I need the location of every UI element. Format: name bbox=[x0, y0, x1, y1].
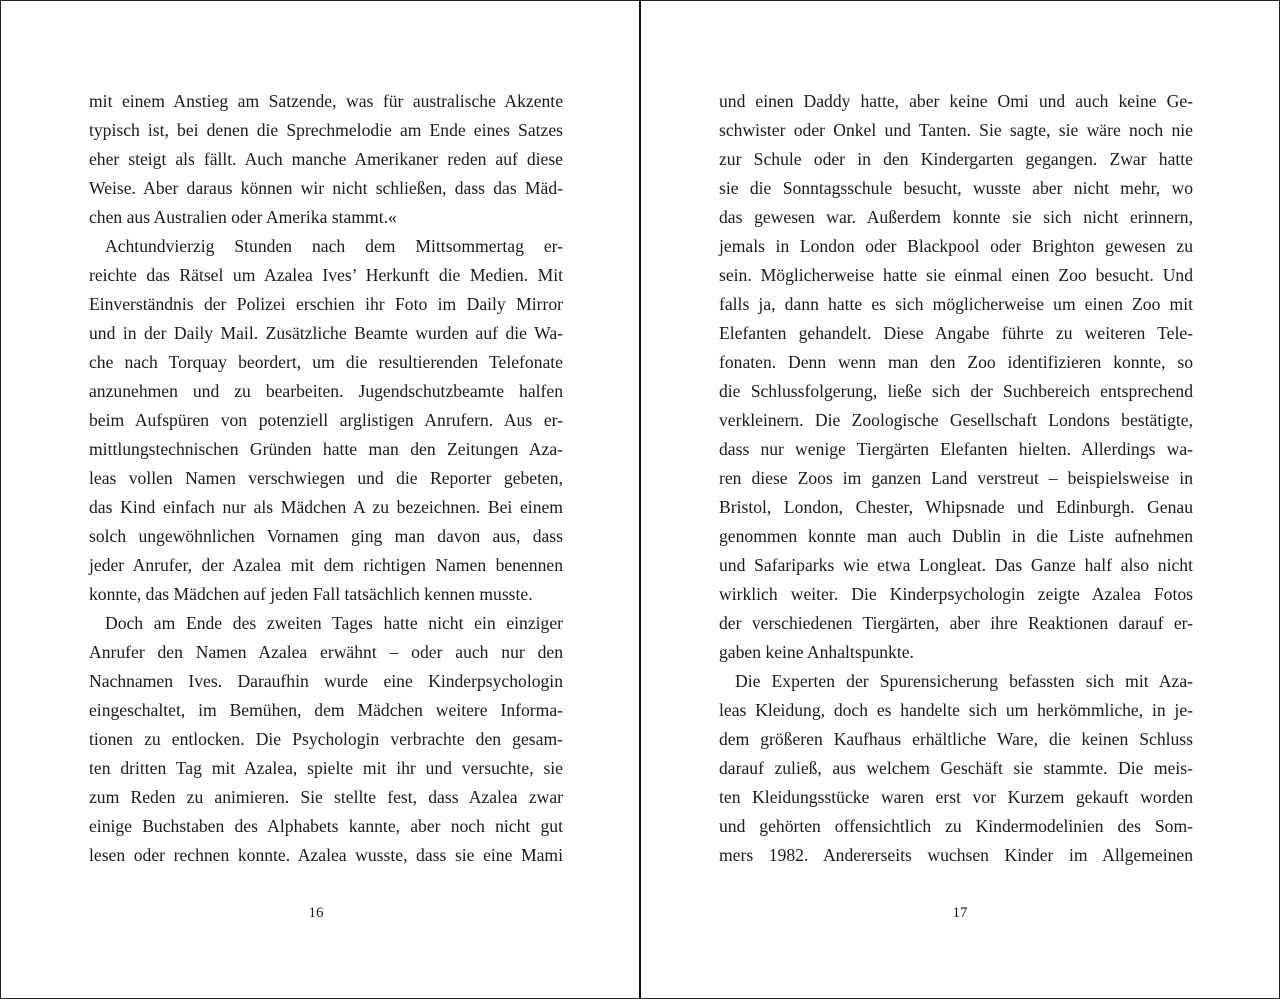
text-line: reichte das Rätsel um Azalea Ives’ Herkunft die Medien. Mit bbox=[89, 265, 563, 285]
left-page-text bbox=[89, 87, 563, 870]
text-line: schwister oder Onkel und Tanten. Sie sagte, sie wäre noch nie bbox=[719, 120, 1193, 140]
text-line: ren diese Zoos im ganzen Land verstreut – beispielsweise in bbox=[719, 468, 1193, 488]
text-line: beim Aufspüren von potenziell arglistigen Anrufern. Aus er- bbox=[89, 410, 563, 430]
right-page-text bbox=[719, 87, 1193, 870]
text-line: falls ja, dann hatte es sich möglicherweise um einen Zoo mit bbox=[719, 294, 1193, 314]
text-line: dem größeren Kaufhaus erhältliche Ware, die keinen Schluss bbox=[719, 729, 1193, 749]
text-line: zum Reden zu animieren. Sie stellte fest, dass Azalea zwar bbox=[89, 787, 563, 807]
text-line: Einverständnis der Polizei erschien ihr Foto im Daily Mirror bbox=[89, 294, 563, 314]
text-line: che nach Torquay beordert, um die resultierenden Telefonate bbox=[89, 352, 563, 372]
page-number: 16 bbox=[308, 905, 324, 921]
text-line: sie die Sonntagsschule besucht, wusste aber nicht mehr, wo bbox=[719, 178, 1193, 198]
text-line: Achtundvierzig Stunden nach dem Mittsommertag er- bbox=[105, 236, 563, 256]
text-line: Anrufer den Namen Azalea erwähnt – oder auch nur den bbox=[89, 642, 563, 662]
text-line: anzunehmen und zu bearbeiten. Jugendschutzbeamte halfen bbox=[89, 381, 563, 401]
text-line: eher steigt als fällt. Auch manche Amerikaner reden auf diese bbox=[89, 149, 563, 169]
text-line: einige Buchstaben des Alphabets kannte, aber noch nicht gut bbox=[89, 816, 563, 836]
right-page bbox=[641, 1, 1279, 998]
text-line: wirklich weiter. Die Kinderpsychologin zeigte Azalea Fotos bbox=[719, 584, 1193, 604]
text-line: dass nur wenige Tiergärten Elefanten hielten. Allerdings wa- bbox=[719, 439, 1193, 459]
text-line: Nachnamen Ives. Daraufhin wurde eine Kinderpsychologin bbox=[89, 671, 563, 691]
text-line: sein. Möglicherweise hatte sie einmal einen Zoo besucht. Und bbox=[719, 265, 1193, 285]
text-line: Weise. Aber daraus können wir nicht schließen, dass das Mäd- bbox=[89, 178, 563, 198]
text-line: Elefanten gehandelt. Diese Angabe führte zu weiteren Tele- bbox=[719, 323, 1193, 343]
text-line: darauf zuließ, aus welchem Geschäft sie stammte. Die meis- bbox=[719, 758, 1193, 778]
text-line: gaben keine Anhaltspunkte. bbox=[719, 642, 914, 662]
text-line: chen aus Australien oder Amerika stammt.« bbox=[89, 207, 397, 227]
page-number: 17 bbox=[952, 905, 968, 921]
text-line: und gehörten offensichtlich zu Kindermodelinien des Som- bbox=[719, 816, 1193, 836]
text-line: Doch am Ende des zweiten Tages hatte nicht ein einziger bbox=[105, 613, 563, 633]
text-line: zur Schule oder in den Kindergarten gegangen. Zwar hatte bbox=[719, 149, 1193, 169]
text-line: tionen zu entlocken. Die Psychologin verbrachte den gesam- bbox=[89, 729, 563, 749]
text-line: verkleinern. Die Zoologische Gesellschaft Londons bestätigte, bbox=[719, 410, 1193, 430]
text-line: der verschiedenen Tiergärten, aber ihre Reaktionen darauf er- bbox=[719, 613, 1193, 633]
text-line: eingeschaltet, im Bemühen, dem Mädchen weitere Informa- bbox=[89, 700, 563, 720]
text-line: die Schlussfolgerung, ließe sich der Suchbereich entsprechend bbox=[719, 381, 1193, 401]
text-line: konnte, das Mädchen auf jeden Fall tatsächlich kennen musste. bbox=[89, 584, 533, 604]
text-line: ten Kleidungsstücke waren erst vor Kurzem gekauft worden bbox=[719, 787, 1193, 807]
text-line: typisch ist, bei denen die Sprechmelodie am Ende eines Satzes bbox=[89, 120, 563, 140]
text-line: mit einem Anstieg am Satzende, was für australische Akzente bbox=[89, 91, 563, 111]
text-line: das gewesen war. Außerdem konnte sie sich nicht erinnern, bbox=[719, 207, 1193, 227]
text-line: solch ungewöhnlichen Vornamen ging man davon aus, dass bbox=[89, 526, 563, 546]
text-line: Bristol, London, Chester, Whipsnade und Edinburgh. Genau bbox=[719, 497, 1193, 517]
text-line: leas Kleidung, doch es handelte sich um herkömmliche, in je- bbox=[719, 700, 1193, 720]
text-line: und einen Daddy hatte, aber keine Omi und auch keine Ge- bbox=[719, 91, 1193, 111]
text-line: jeder Anrufer, der Azalea mit dem richtigen Namen benennen bbox=[89, 555, 563, 575]
text-line: fonaten. Denn wenn man den Zoo identifizieren konnte, so bbox=[719, 352, 1193, 372]
text-line: genommen konnte man auch Dublin in die Liste aufnehmen bbox=[719, 526, 1193, 546]
text-line: ten dritten Tag mit Azalea, spielte mit ihr und versuchte, sie bbox=[89, 758, 563, 778]
text-line: mittlungstechnischen Gründen hatte man den Zeitungen Aza- bbox=[89, 439, 563, 459]
text-line: leas vollen Namen verschwiegen und die Reporter gebeten, bbox=[89, 468, 563, 488]
text-line: und in der Daily Mail. Zusätzliche Beamte wurden auf die Wa- bbox=[89, 323, 563, 343]
text-line: das Kind einfach nur als Mädchen A zu bezeichnen. Bei einem bbox=[89, 497, 563, 517]
text-line: jemals in London oder Blackpool oder Brighton gewesen zu bbox=[719, 236, 1193, 256]
text-line: und Safariparks wie etwa Longleat. Das Ganze half also nicht bbox=[719, 555, 1193, 575]
text-line: Die Experten der Spurensicherung befassten sich mit Aza- bbox=[735, 671, 1193, 691]
text-line: lesen oder rechnen konnte. Azalea wusste, dass sie eine Mami bbox=[89, 845, 563, 865]
text-line: mers 1982. Andererseits wuchsen Kinder im Allgemeinen bbox=[719, 845, 1193, 865]
left-page bbox=[1, 1, 639, 998]
